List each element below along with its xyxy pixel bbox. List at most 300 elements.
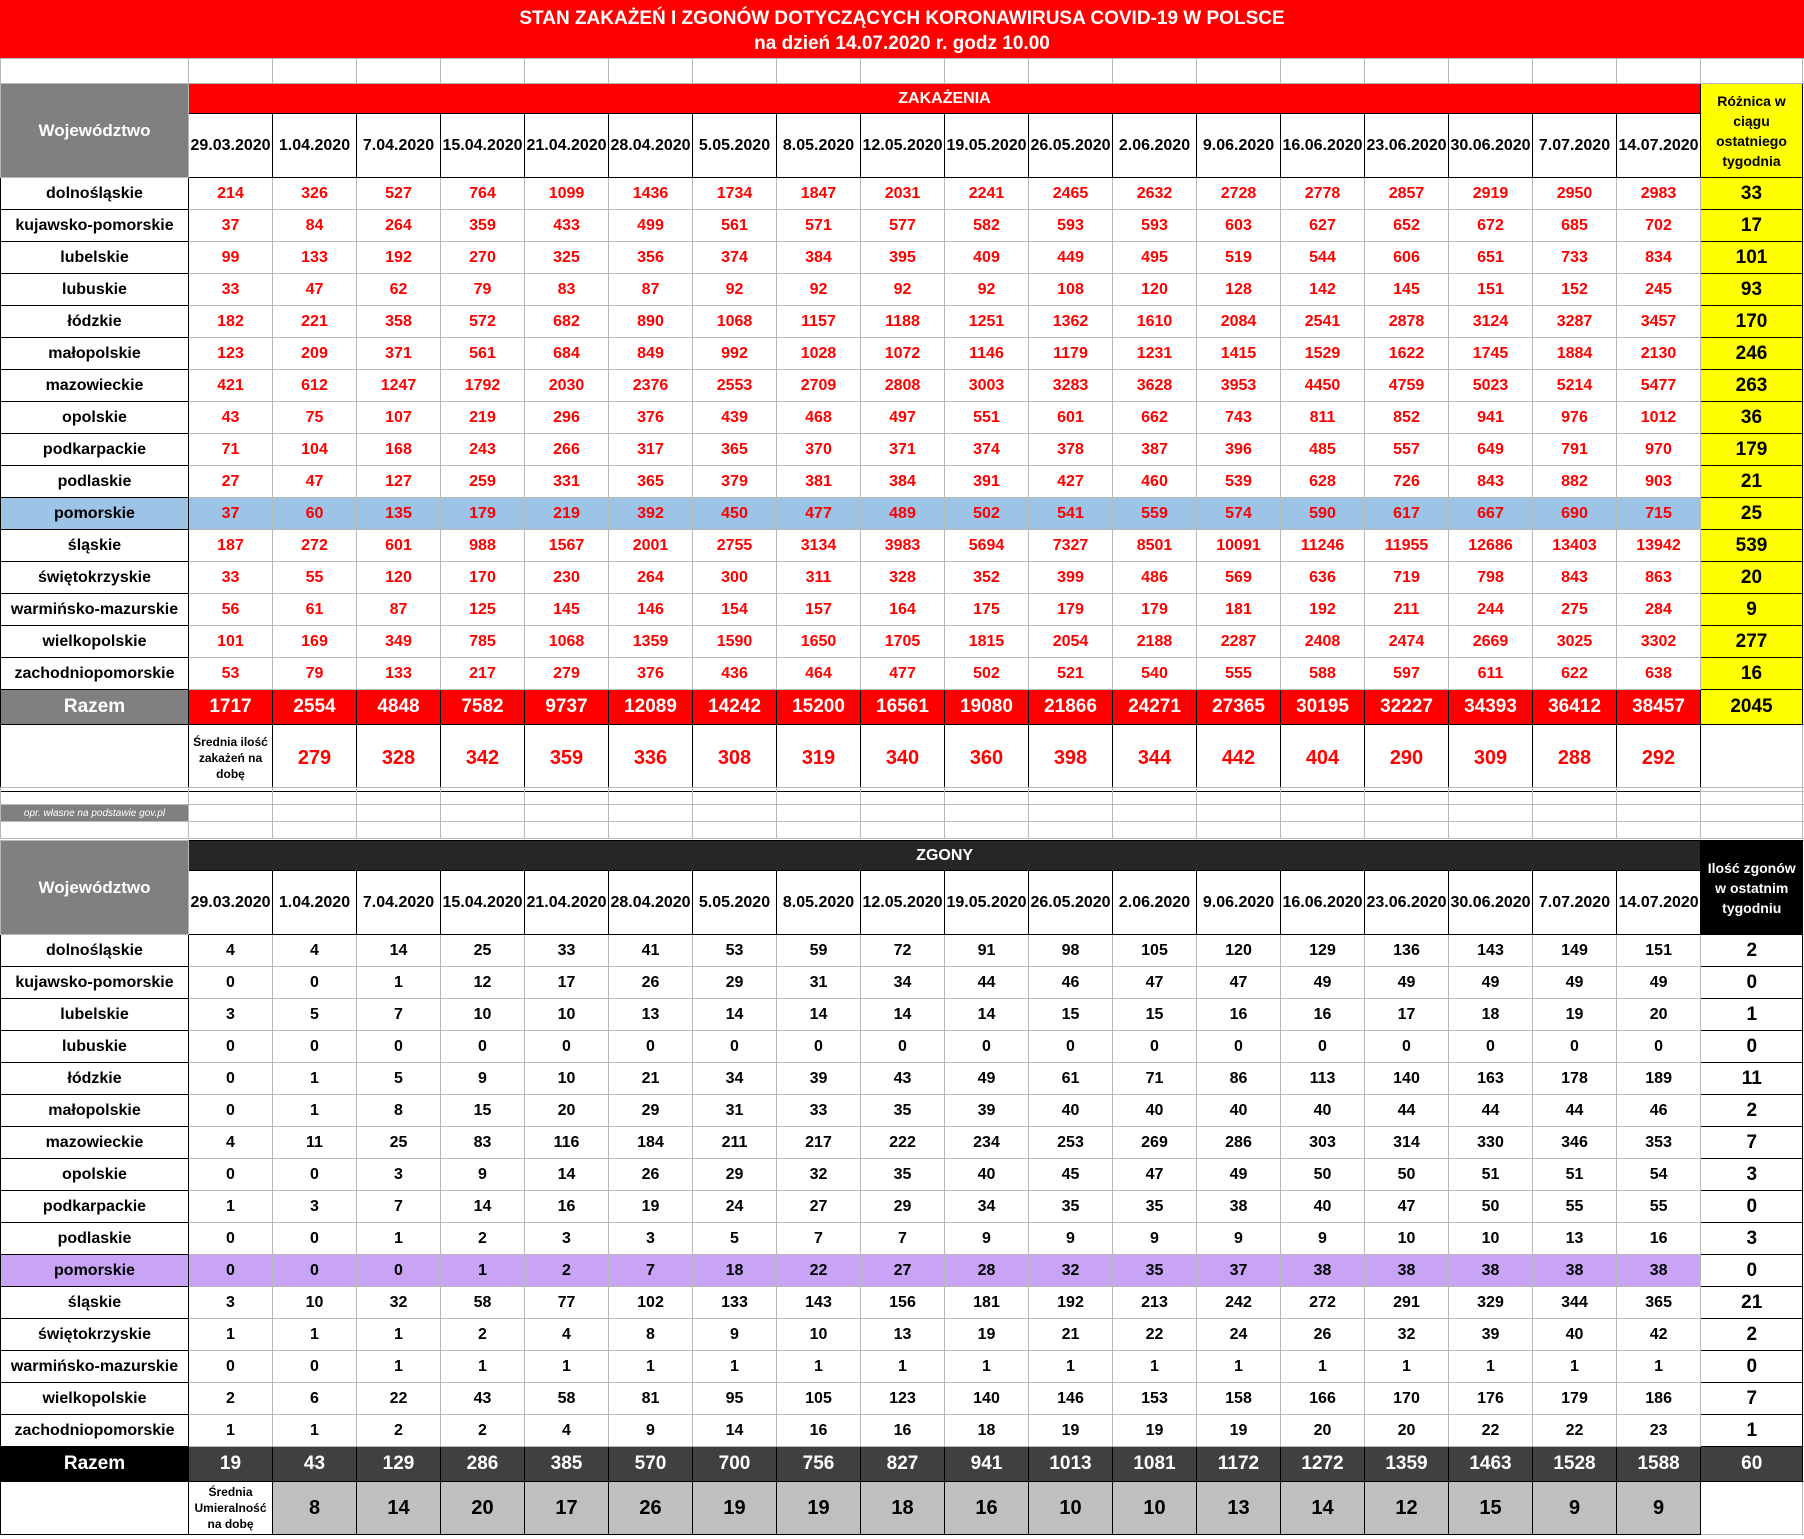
difference-cell: 1 — [1701, 999, 1803, 1031]
value-cell: 0 — [189, 1223, 273, 1255]
value-cell: 1 — [609, 1351, 693, 1383]
value-cell: 7 — [357, 999, 441, 1031]
value-cell: 358 — [357, 306, 441, 338]
date-header: 8.05.2020 — [777, 114, 861, 178]
province-row — [1, 466, 1804, 498]
value-cell: 2001 — [609, 530, 693, 562]
value-cell: 890 — [609, 306, 693, 338]
value-cell: 87 — [609, 274, 693, 306]
empty-cell — [273, 788, 357, 805]
date-header: 19.05.2020 — [945, 871, 1029, 935]
difference-cell: 101 — [1701, 242, 1803, 274]
value-cell: 0 — [357, 1031, 441, 1063]
average-cell: 404 — [1281, 725, 1365, 792]
value-cell: 371 — [357, 338, 441, 370]
empty-cell — [1533, 788, 1617, 805]
value-cell: 2 — [441, 1415, 525, 1447]
value-cell: 34 — [861, 967, 945, 999]
value-cell: 153 — [1113, 1383, 1197, 1415]
value-cell: 33 — [189, 274, 273, 306]
total-difference-cell: 60 — [1701, 1447, 1803, 1482]
total-cell: 21866 — [1029, 690, 1113, 725]
value-cell: 559 — [1113, 498, 1197, 530]
total-cell: 1013 — [1029, 1447, 1113, 1482]
value-cell: 2983 — [1617, 178, 1701, 210]
value-cell: 764 — [441, 178, 525, 210]
average-cell: 292 — [1617, 725, 1701, 792]
empty-cell — [525, 788, 609, 805]
value-cell: 87 — [357, 594, 441, 626]
value-cell: 33 — [525, 935, 609, 967]
value-cell: 561 — [693, 210, 777, 242]
province-name: podkarpackie — [1, 1191, 189, 1223]
value-cell: 38 — [1281, 1255, 1365, 1287]
value-cell: 55 — [1617, 1191, 1701, 1223]
value-cell: 164 — [861, 594, 945, 626]
deaths-header-row — [1, 841, 1804, 871]
empty-cell — [441, 805, 525, 822]
value-cell: 40 — [1029, 1095, 1113, 1127]
value-cell: 176 — [1449, 1383, 1533, 1415]
average-cell: 26 — [609, 1482, 693, 1535]
value-cell: 409 — [945, 242, 1029, 274]
value-cell: 1247 — [357, 370, 441, 402]
average-cell: 8 — [273, 1482, 357, 1535]
value-cell: 44 — [1365, 1095, 1449, 1127]
value-cell: 129 — [1281, 935, 1365, 967]
empty-cell — [693, 805, 777, 822]
value-cell: 35 — [1113, 1255, 1197, 1287]
date-header: 15.04.2020 — [441, 871, 525, 935]
value-cell: 371 — [861, 434, 945, 466]
value-cell: 1 — [273, 1319, 357, 1351]
value-cell: 992 — [693, 338, 777, 370]
difference-cell: 246 — [1701, 338, 1803, 370]
value-cell: 0 — [273, 1223, 357, 1255]
total-cell: 9737 — [525, 690, 609, 725]
value-cell: 384 — [861, 466, 945, 498]
value-cell: 38 — [1365, 1255, 1449, 1287]
value-cell: 7 — [357, 1191, 441, 1223]
value-cell: 49 — [945, 1063, 1029, 1095]
value-cell: 142 — [1281, 274, 1365, 306]
value-cell: 269 — [1113, 1127, 1197, 1159]
value-cell: 2728 — [1197, 178, 1281, 210]
value-cell: 42 — [1617, 1319, 1701, 1351]
empty-cell — [1, 725, 189, 792]
empty-cell — [1, 59, 189, 84]
value-cell: 27 — [777, 1191, 861, 1223]
value-cell: 1610 — [1113, 306, 1197, 338]
value-cell: 46 — [1617, 1095, 1701, 1127]
value-cell: 326 — [273, 178, 357, 210]
value-cell: 9 — [441, 1063, 525, 1095]
value-cell: 123 — [861, 1383, 945, 1415]
province-row — [1, 1095, 1804, 1127]
difference-cell: 3 — [1701, 1159, 1803, 1191]
date-header: 9.06.2020 — [1197, 871, 1281, 935]
value-cell: 272 — [273, 530, 357, 562]
value-cell: 3 — [357, 1159, 441, 1191]
value-cell: 0 — [189, 1095, 273, 1127]
empty-cell — [1197, 788, 1281, 805]
value-cell: 16 — [1281, 999, 1365, 1031]
total-label: Razem — [1, 1447, 189, 1482]
date-header: 7.04.2020 — [357, 114, 441, 178]
value-cell: 3124 — [1449, 306, 1533, 338]
empty-cell — [945, 822, 1029, 839]
empty-cell — [441, 822, 525, 839]
value-cell: 0 — [189, 1031, 273, 1063]
value-cell: 40 — [945, 1159, 1029, 1191]
province-row — [1, 935, 1804, 967]
value-cell: 22 — [777, 1255, 861, 1287]
value-cell: 11955 — [1365, 530, 1449, 562]
value-cell: 2030 — [525, 370, 609, 402]
value-cell: 593 — [1029, 210, 1113, 242]
value-cell: 0 — [693, 1031, 777, 1063]
total-row — [1, 1447, 1804, 1482]
value-cell: 135 — [357, 498, 441, 530]
value-cell: 86 — [1197, 1063, 1281, 1095]
value-cell: 105 — [1113, 935, 1197, 967]
empty-cell — [1197, 822, 1281, 839]
value-cell: 1 — [273, 1095, 357, 1127]
value-cell: 98 — [1029, 935, 1113, 967]
value-cell: 527 — [357, 178, 441, 210]
value-cell: 2878 — [1365, 306, 1449, 338]
value-cell: 45 — [1029, 1159, 1113, 1191]
value-cell: 47 — [1197, 967, 1281, 999]
value-cell: 32 — [1365, 1319, 1449, 1351]
empty-cell — [609, 805, 693, 822]
value-cell: 0 — [1617, 1031, 1701, 1063]
date-header: 23.06.2020 — [1365, 871, 1449, 935]
total-cell: 16561 — [861, 690, 945, 725]
value-cell: 41 — [609, 935, 693, 967]
report-date: na dzień 14.07.2020 r. godz 10.00 — [754, 33, 1050, 54]
value-cell: 60 — [273, 498, 357, 530]
difference-cell: 1 — [1701, 1415, 1803, 1447]
value-cell: 72 — [861, 935, 945, 967]
province-name: mazowieckie — [1, 370, 189, 402]
value-cell: 352 — [945, 562, 1029, 594]
empty-cell — [1365, 805, 1449, 822]
value-cell: 1529 — [1281, 338, 1365, 370]
value-cell: 1 — [1617, 1351, 1701, 1383]
value-cell: 92 — [693, 274, 777, 306]
value-cell: 365 — [609, 466, 693, 498]
value-cell: 47 — [273, 466, 357, 498]
value-cell: 0 — [441, 1031, 525, 1063]
value-cell: 2669 — [1449, 626, 1533, 658]
difference-cell: 0 — [1701, 1255, 1803, 1287]
value-cell: 0 — [945, 1031, 1029, 1063]
province-row — [1, 1127, 1804, 1159]
report-title-banner — [0, 0, 1804, 58]
value-cell: 10091 — [1197, 530, 1281, 562]
empty-cell — [1281, 788, 1365, 805]
value-cell: 83 — [525, 274, 609, 306]
value-cell: 22 — [1449, 1415, 1533, 1447]
total-cell: 385 — [525, 1447, 609, 1482]
total-cell: 15200 — [777, 690, 861, 725]
value-cell: 379 — [693, 466, 777, 498]
value-cell: 726 — [1365, 466, 1449, 498]
province-row — [1, 338, 1804, 370]
value-cell: 374 — [693, 242, 777, 274]
value-cell: 574 — [1197, 498, 1281, 530]
average-cell: 288 — [1533, 725, 1617, 792]
value-cell: 13 — [609, 999, 693, 1031]
value-cell: 651 — [1449, 242, 1533, 274]
difference-cell: 21 — [1701, 466, 1803, 498]
value-cell: 181 — [1197, 594, 1281, 626]
value-cell: 331 — [525, 466, 609, 498]
value-cell: 56 — [189, 594, 273, 626]
value-cell: 2950 — [1533, 178, 1617, 210]
value-cell: 19 — [1197, 1415, 1281, 1447]
value-cell: 50 — [1365, 1159, 1449, 1191]
date-header-row — [1, 871, 1804, 935]
value-cell: 1072 — [861, 338, 945, 370]
value-cell: 10 — [525, 1063, 609, 1095]
value-cell: 14 — [357, 935, 441, 967]
value-cell: 34 — [693, 1063, 777, 1095]
average-cell: 308 — [693, 725, 777, 792]
value-cell: 143 — [777, 1287, 861, 1319]
value-cell: 168 — [357, 434, 441, 466]
value-cell: 10 — [525, 999, 609, 1031]
difference-cell: 21 — [1701, 1287, 1803, 1319]
empty-cell — [357, 59, 441, 84]
value-cell: 1 — [1029, 1351, 1113, 1383]
value-cell: 7 — [861, 1223, 945, 1255]
value-cell: 2130 — [1617, 338, 1701, 370]
value-cell: 3025 — [1533, 626, 1617, 658]
total-difference-cell: 2045 — [1701, 690, 1803, 725]
empty-cell — [1449, 788, 1533, 805]
difference-cell: 36 — [1701, 402, 1803, 434]
empty-cell — [1449, 805, 1533, 822]
value-cell: 219 — [525, 498, 609, 530]
empty-cell — [189, 788, 273, 805]
province-name: dolnośląskie — [1, 178, 189, 210]
value-cell: 37 — [189, 210, 273, 242]
total-cell: 941 — [945, 1447, 1029, 1482]
value-cell: 113 — [1281, 1063, 1365, 1095]
value-cell: 486 — [1113, 562, 1197, 594]
value-cell: 107 — [357, 402, 441, 434]
value-cell: 628 — [1281, 466, 1365, 498]
value-cell: 376 — [609, 402, 693, 434]
value-cell: 14 — [861, 999, 945, 1031]
value-cell: 702 — [1617, 210, 1701, 242]
value-cell: 662 — [1113, 402, 1197, 434]
date-header: 19.05.2020 — [945, 114, 1029, 178]
value-cell: 19 — [1029, 1415, 1113, 1447]
date-header-row — [1, 114, 1804, 178]
value-cell: 19 — [1113, 1415, 1197, 1447]
province-name: lubuskie — [1, 1031, 189, 1063]
value-cell: 21 — [609, 1063, 693, 1095]
value-cell: 184 — [609, 1127, 693, 1159]
value-cell: 14 — [945, 999, 1029, 1031]
empty-cell — [357, 805, 441, 822]
value-cell: 311 — [777, 562, 861, 594]
value-cell: 25 — [357, 1127, 441, 1159]
value-cell: 1028 — [777, 338, 861, 370]
value-cell: 1 — [1449, 1351, 1533, 1383]
empty-cell — [1, 788, 189, 805]
value-cell: 182 — [189, 306, 273, 338]
total-cell: 34393 — [1449, 690, 1533, 725]
empty-cell — [777, 788, 861, 805]
value-cell: 44 — [945, 967, 1029, 999]
empty-cell — [945, 788, 1029, 805]
province-row — [1, 1383, 1804, 1415]
difference-cell: 33 — [1701, 178, 1803, 210]
value-cell: 92 — [945, 274, 1029, 306]
value-cell: 217 — [777, 1127, 861, 1159]
empty-cell — [1029, 805, 1113, 822]
value-cell: 685 — [1533, 210, 1617, 242]
date-header: 7.07.2020 — [1533, 871, 1617, 935]
value-cell: 101 — [189, 626, 273, 658]
value-cell: 38 — [1533, 1255, 1617, 1287]
province-row — [1, 370, 1804, 402]
average-cell: 290 — [1365, 725, 1449, 792]
value-cell: 2857 — [1365, 178, 1449, 210]
value-cell: 15 — [441, 1095, 525, 1127]
value-cell: 264 — [357, 210, 441, 242]
empty-cell — [1533, 822, 1617, 839]
empty-cell — [861, 822, 945, 839]
value-cell: 791 — [1533, 434, 1617, 466]
value-cell: 0 — [357, 1255, 441, 1287]
province-row — [1, 242, 1804, 274]
average-cell: 279 — [273, 725, 357, 792]
value-cell: 16 — [861, 1415, 945, 1447]
empty-cell — [1029, 788, 1113, 805]
value-cell: 593 — [1113, 210, 1197, 242]
value-cell: 35 — [861, 1159, 945, 1191]
value-cell: 843 — [1533, 562, 1617, 594]
empty-cell — [1365, 788, 1449, 805]
value-cell: 275 — [1533, 594, 1617, 626]
value-cell: 421 — [189, 370, 273, 402]
value-cell: 140 — [945, 1383, 1029, 1415]
value-cell: 18 — [693, 1255, 777, 1287]
value-cell: 50 — [1281, 1159, 1365, 1191]
value-cell: 259 — [441, 466, 525, 498]
value-cell: 154 — [693, 594, 777, 626]
value-cell: 2241 — [945, 178, 1029, 210]
province-row — [1, 498, 1804, 530]
value-cell: 14 — [693, 999, 777, 1031]
total-cell: 2554 — [273, 690, 357, 725]
value-cell: 120 — [1197, 935, 1281, 967]
value-cell: 353 — [1617, 1127, 1701, 1159]
value-cell: 356 — [609, 242, 693, 274]
empty-cell — [1533, 59, 1617, 84]
grid-spacer-row — [1, 59, 1804, 84]
value-cell: 221 — [273, 306, 357, 338]
average-cell: 9 — [1533, 1482, 1617, 1535]
province-row — [1, 1415, 1804, 1447]
value-cell: 10 — [1365, 1223, 1449, 1255]
value-cell: 35 — [861, 1095, 945, 1127]
value-cell: 16 — [1197, 999, 1281, 1031]
empty-cell — [1281, 59, 1365, 84]
value-cell: 145 — [1365, 274, 1449, 306]
total-cell: 1588 — [1617, 1447, 1701, 1482]
value-cell: 0 — [189, 1351, 273, 1383]
empty-cell — [861, 805, 945, 822]
empty-cell — [189, 59, 273, 84]
value-cell: 1 — [357, 1223, 441, 1255]
value-cell: 519 — [1197, 242, 1281, 274]
value-cell: 1 — [1365, 1351, 1449, 1383]
empty-cell — [1617, 805, 1701, 822]
region-column-header: Województwo — [1, 841, 189, 935]
value-cell: 8501 — [1113, 530, 1197, 562]
value-cell: 667 — [1449, 498, 1533, 530]
province-name: zachodniopomorskie — [1, 658, 189, 690]
value-cell: 715 — [1617, 498, 1701, 530]
empty-cell — [1701, 725, 1803, 792]
value-cell: 43 — [441, 1383, 525, 1415]
value-cell: 296 — [525, 402, 609, 434]
value-cell: 0 — [1113, 1031, 1197, 1063]
value-cell: 1884 — [1533, 338, 1617, 370]
difference-cell: 93 — [1701, 274, 1803, 306]
province-name: dolnośląskie — [1, 935, 189, 967]
value-cell: 291 — [1365, 1287, 1449, 1319]
total-cell: 43 — [273, 1447, 357, 1482]
value-cell: 843 — [1449, 466, 1533, 498]
value-cell: 179 — [1029, 594, 1113, 626]
value-cell: 1847 — [777, 178, 861, 210]
total-cell: 30195 — [1281, 690, 1365, 725]
value-cell: 49 — [1533, 967, 1617, 999]
value-cell: 0 — [273, 1351, 357, 1383]
value-cell: 146 — [1029, 1383, 1113, 1415]
value-cell: 53 — [189, 658, 273, 690]
value-cell: 79 — [441, 274, 525, 306]
value-cell: 603 — [1197, 210, 1281, 242]
difference-cell: 2 — [1701, 935, 1803, 967]
average-cell: 328 — [357, 725, 441, 792]
value-cell: 882 — [1533, 466, 1617, 498]
value-cell: 1 — [945, 1351, 1029, 1383]
date-header: 2.06.2020 — [1113, 114, 1197, 178]
average-cell: 12 — [1365, 1482, 1449, 1535]
date-header: 7.07.2020 — [1533, 114, 1617, 178]
value-cell: 47 — [1365, 1191, 1449, 1223]
value-cell: 502 — [945, 498, 1029, 530]
total-cell: 1528 — [1533, 1447, 1617, 1482]
value-cell: 46 — [1029, 967, 1113, 999]
empty-cell — [1113, 788, 1197, 805]
value-cell: 3287 — [1533, 306, 1617, 338]
value-cell: 1231 — [1113, 338, 1197, 370]
difference-cell: 16 — [1701, 658, 1803, 690]
average-cell: 17 — [525, 1482, 609, 1535]
value-cell: 92 — [777, 274, 861, 306]
value-cell: 53 — [693, 935, 777, 967]
value-cell: 9 — [1197, 1223, 1281, 1255]
